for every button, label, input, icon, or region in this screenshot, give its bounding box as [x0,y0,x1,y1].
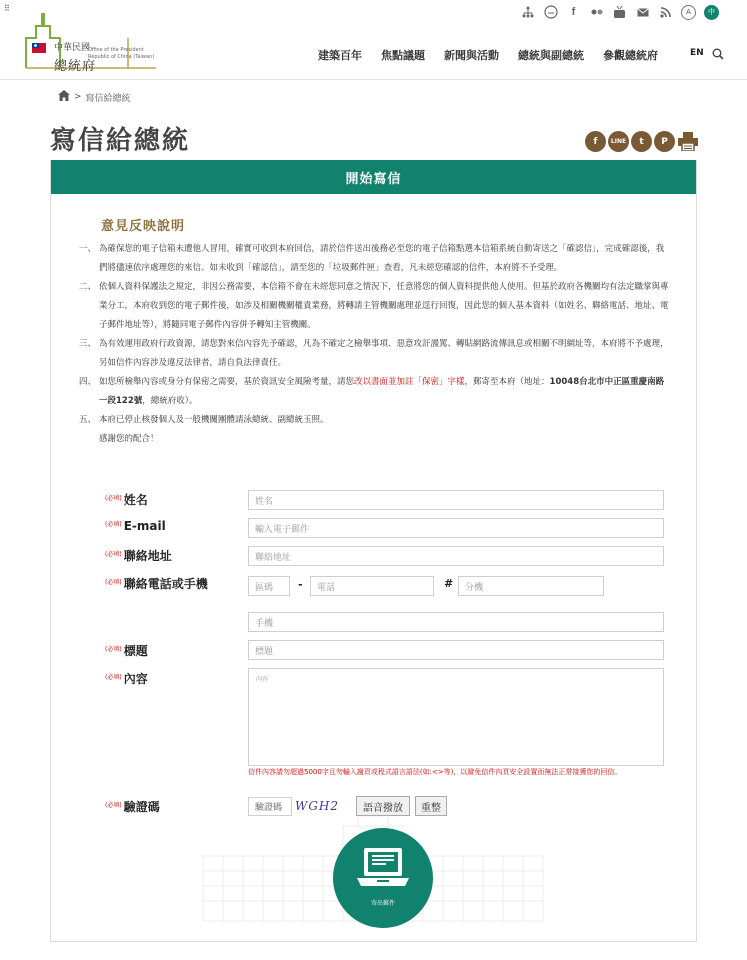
mobile-input[interactable]: 手機 [248,612,664,632]
share-twitter-button[interactable]: t [631,131,652,152]
name-input[interactable]: 姓名 [248,490,664,510]
breadcrumb-current: 寫信給總統 [85,93,131,104]
language-switch[interactable]: EN [690,48,704,58]
phone-label: (必填) 聯絡電話或手機 [105,577,208,591]
address-input[interactable]: 聯絡地址 [248,546,664,566]
printer-icon [678,132,698,151]
home-icon[interactable] [58,90,70,104]
main-nav [318,47,658,63]
confidential-note: 改以書面並加註「保密」字樣 [354,377,465,387]
address-label: (必填) 聯絡地址 [105,549,172,563]
area-code-input[interactable]: 區碼 [248,576,290,596]
instruction-item: 四、 如您所檢舉內容或身分有保密之需要，基於資訊安全風險考量，請您改以書面並加註「保密」字樣，郵寄至本府（地址：10048台北市中正區重慶南路一段122號，總統府收）。 [79,377,665,406]
corner-menu-icon: ⠿ [4,4,9,13]
nav-item-focus[interactable]: 焦點議題 [381,49,425,62]
site-header [0,0,747,80]
email-label: (必填) E-mail [105,519,166,533]
breadcrumb-separator: > [74,92,82,102]
captcha-audio-button[interactable]: 語音撥放 [356,796,410,816]
phone-hash: # [444,577,454,590]
share-bar [585,131,699,152]
captcha-image: WGH2 [295,799,340,813]
instruction-item: 五、 本府已停止核發個人及一般機關團體請泳總統、副總統玉照。 [79,415,329,425]
font-size-icon[interactable]: A [677,4,700,20]
name-label: (必填) 姓名 [105,493,148,507]
breadcrumb [58,90,131,104]
laptop-icon [355,846,411,890]
instruction-item: 二、 依個人資料保護法之規定，非因公務需要，本信箱不會在未經您同意之情況下，任意將您的個人資料提供他人使用。但基於政府各機關均有法定職掌與專業分工，本府收到您的電子郵件後，如涉及相關機關權責業務，將轉請主管機關處理並逕行回復，因此您的個人基本資料（如姓名、聯絡電話、地址、電子郵件地址等），將隨同電子郵件內容併予轉知主管機關。 [79,282,669,330]
email-input[interactable]: 輸入電子郵件 [248,518,664,538]
extension-input[interactable]: 分機 [458,576,604,596]
panel-header: 開始寫信 [51,160,696,194]
page-title: 寫信給總統 [50,126,191,156]
instructions-list [79,240,669,449]
logo-title-line2: 總統府 [54,59,97,74]
instruction-item: 三、 為有效運用政府行政資源，請您對來信內容先予確認，凡為不確定之檢舉事項、惡意攻訐謾罵、轉貼網路流傳訊息或相關不明網址等，本府將不予處理，另如信件內容涉及違反法律者，請自負法律責任。 [79,339,669,368]
content-label: (必填) 內容 [105,672,148,686]
phone-dash: - [298,578,303,591]
subject-label: (必填) 標題 [105,644,148,658]
content-textarea[interactable]: 內容 [248,668,664,766]
phone-input[interactable]: 電話 [310,576,434,596]
content-hint: 信件內容請勿超過5000字且勿輸入謝頁或程式語言語法(如:<>等)，以避免信件內頁安全設置而無法正常接獲您的回信。 [248,768,622,776]
nav-item-news[interactable]: 新聞與活動 [444,49,499,62]
facebook-icon[interactable]: f [571,6,576,18]
share-line-button[interactable]: LINE [608,131,629,152]
captcha-input[interactable]: 驗證碼 [248,797,292,816]
share-plurk-button[interactable]: P [654,131,675,152]
site-logo[interactable] [24,10,159,74]
nav-item-president[interactable]: 總統與副總統 [518,49,584,62]
instruction-item: 一、 為確保您的電子信箱未遭他人冒用，確實可收到本府回信，請於信件送出後務必至您的電子信箱點選本信箱系統自動寄送之「確認信」，完成確認後，我們將儘速依序處理您的來信。如未收到「確認信」，請至您的「垃圾郵件匣」查看，凡未經您確認的信件，本府將不予受理。 [79,244,665,273]
mailing-address: 10048台北市中正區重慶南路一段122號 [99,377,665,406]
letter-panel [50,160,697,942]
print-button[interactable] [677,131,699,152]
logo-english: Office of the President Republic of China (Taiwan) [88,47,155,60]
share-facebook-button[interactable]: f [585,131,606,152]
instructions-title: 意見反映說明 [101,219,186,234]
nav-item-visit[interactable]: 參觀總統府 [603,49,658,62]
captcha-refresh-button[interactable]: 重整 [415,796,447,816]
submit-label: 寄出郵件 [370,900,395,907]
thanks-text: 感謝您的配合！ [99,434,159,444]
captcha-label: (必填) 驗證碼 [105,800,160,814]
search-icon[interactable] [712,45,724,64]
subject-input[interactable]: 標題 [248,640,664,660]
submit-button[interactable] [333,828,433,928]
language-icon[interactable]: 中 [700,4,723,20]
logo-title-line1: 中華民國 [54,43,91,53]
nav-item-architecture[interactable]: 建築百年 [318,49,362,62]
